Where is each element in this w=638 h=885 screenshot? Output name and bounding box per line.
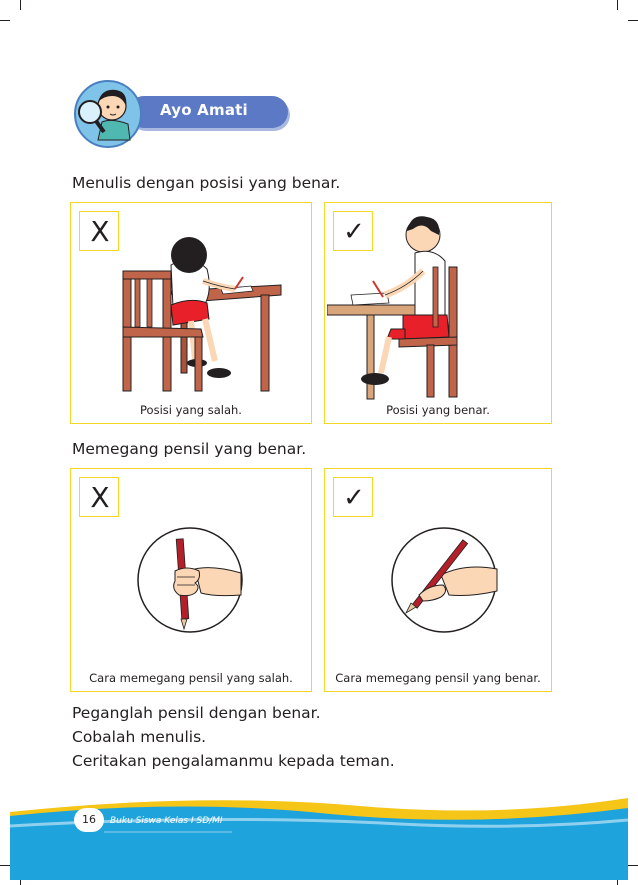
wrong-grip-caption: Cara memegang pensil yang salah. [89, 671, 293, 685]
check-mark-icon: ✓ [343, 483, 365, 513]
correct-grip-illustration [389, 525, 499, 635]
wrong-posture-illustration [111, 233, 311, 398]
section1-heading: Menulis dengan posisi yang benar. [72, 174, 341, 192]
wrong-grip-illustration [135, 525, 245, 635]
wrong-posture-caption: Posisi yang salah. [140, 403, 242, 417]
boy-magnifier-icon [68, 78, 148, 150]
crop-mark [617, 0, 618, 10]
crop-mark [628, 20, 638, 21]
correct-posture-panel [324, 202, 552, 424]
wrong-posture-panel [70, 202, 312, 424]
instruction-line: Peganglah pensil dengan benar. [72, 704, 321, 722]
correct-posture-illustration [327, 211, 551, 401]
footer-wave [0, 780, 638, 885]
x-mark-icon: X [90, 215, 110, 248]
crop-mark [20, 0, 21, 10]
instruction-line: Ceritakan pengalamanmu kepada teman. [72, 752, 395, 770]
book-title: Buku Siswa Kelas I SD/MI [110, 816, 223, 826]
wrong-grip-mark-box [79, 477, 119, 517]
check-mark-icon: ✓ [343, 217, 365, 247]
correct-grip-mark-box [333, 477, 373, 517]
wrong-grip-panel [70, 468, 312, 692]
x-mark-icon: X [90, 481, 110, 514]
correct-grip-caption: Cara memegang pensil yang benar. [335, 671, 541, 685]
correct-posture-caption: Posisi yang benar. [386, 403, 490, 417]
page-number: 16 [74, 808, 104, 832]
correct-grip-panel [324, 468, 552, 692]
crop-mark [0, 20, 10, 21]
instruction-line: Cobalah menulis. [72, 728, 207, 746]
section2-heading: Memegang pensil yang benar. [72, 440, 307, 458]
banner-title: Ayo Amati [160, 101, 248, 119]
